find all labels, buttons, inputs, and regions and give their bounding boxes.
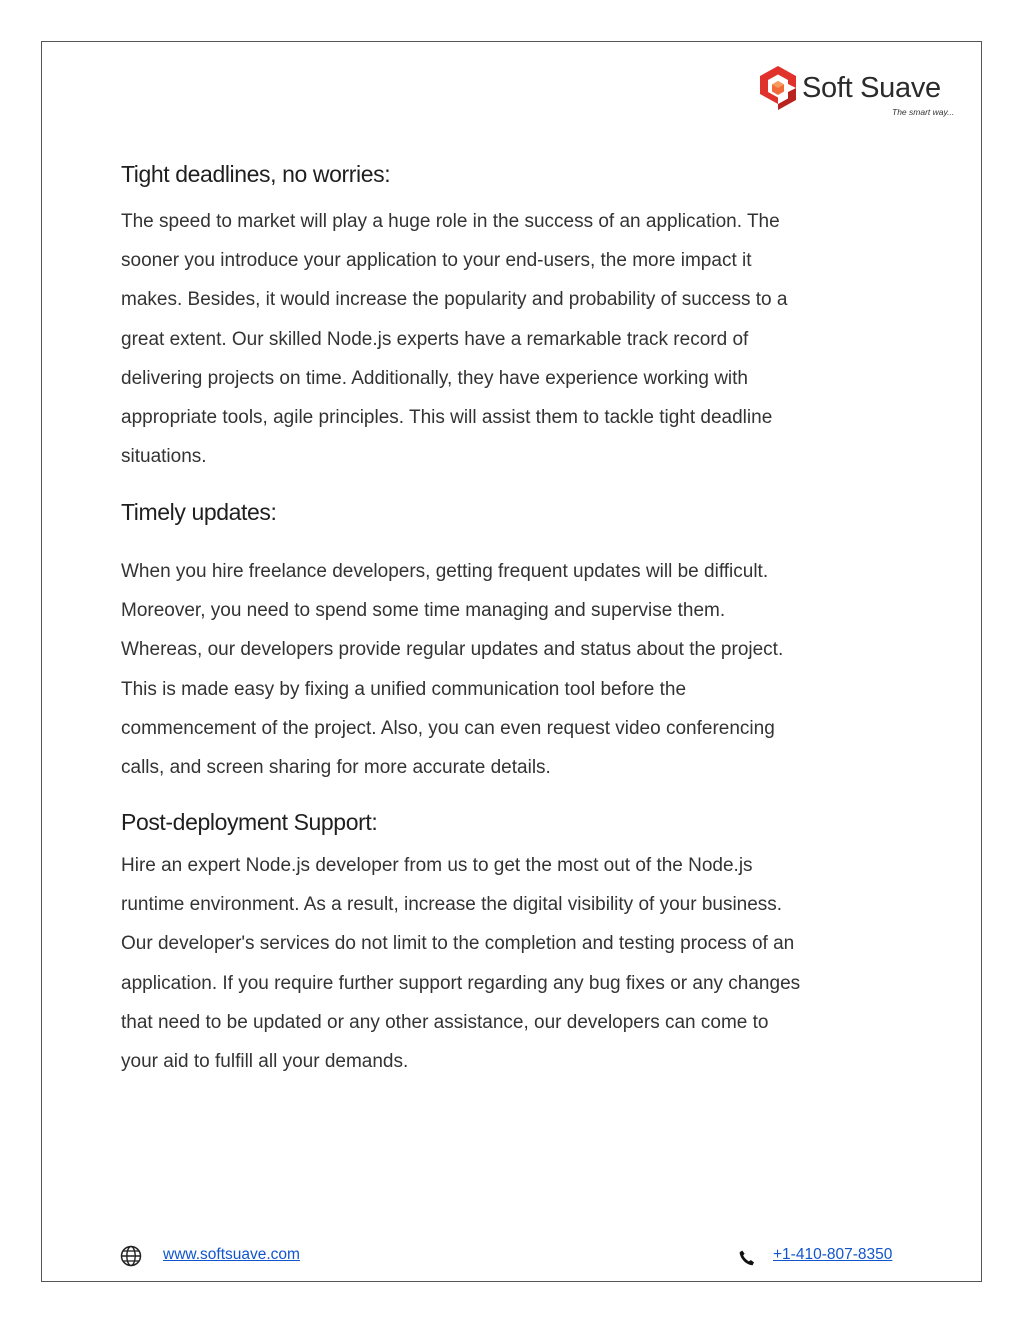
globe-icon <box>120 1245 142 1267</box>
phone-link[interactable]: +1-410-807-8350 <box>773 1246 893 1263</box>
paragraph-line: sooner you introduce your application to your end-users, the more impact it <box>121 250 752 272</box>
section-paragraph <box>121 552 911 787</box>
brand-name: Soft Suave <box>802 72 941 104</box>
paragraph-line: Whereas, our developers provide regular updates and status about the project. <box>121 639 784 661</box>
section-paragraph <box>121 202 911 476</box>
paragraph-line: that need to be updated or any other assistance, our developers can come to <box>121 1011 769 1033</box>
section-heading: Post-deployment Support: <box>121 809 378 835</box>
paragraph-line: delivering projects on time. Additionally, they have experience working with <box>121 367 748 389</box>
paragraph-line: great extent. Our skilled Node.js experts have a remarkable track record of <box>121 328 749 350</box>
cube-logo-icon <box>758 64 798 112</box>
phone-icon <box>738 1249 756 1267</box>
paragraph-line: application. If you require further support regarding any bug fixes or any changes <box>121 972 801 994</box>
section-heading: Timely updates: <box>121 499 277 525</box>
section-heading: Tight deadlines, no worries: <box>121 161 391 187</box>
paragraph-line: This is made easy by fixing a unified communication tool before the <box>121 678 687 700</box>
section-paragraph <box>121 846 911 1081</box>
paragraph-line: situations. <box>121 446 207 468</box>
paragraph-line: calls, and screen sharing for more accurate details. <box>121 757 551 779</box>
paragraph-line: commencement of the project. Also, you can even request video conferencing <box>121 717 775 739</box>
paragraph-line: When you hire freelance developers, getting frequent updates will be difficult. <box>121 561 769 582</box>
paragraph-line: runtime environment. As a result, increase the digital visibility of your business. <box>121 894 783 916</box>
brand-tagline: The smart way... <box>892 107 955 117</box>
paragraph-line: your aid to fulfill all your demands. <box>121 1051 409 1073</box>
paragraph-line: Our developer's services do not limit to the completion and testing process of an <box>121 933 795 955</box>
website-link[interactable]: www.softsuave.com <box>163 1246 300 1263</box>
soft-suave-logo <box>758 64 958 120</box>
paragraph-line: makes. Besides, it would increase the popularity and probability of success to a <box>121 289 788 311</box>
paragraph-line: The speed to market will play a huge role in the success of an application. The <box>121 211 780 232</box>
paragraph-line: Hire an expert Node.js developer from us to get the most out of the Node.js <box>121 855 753 876</box>
paragraph-line: Moreover, you need to spend some time managing and supervise them. <box>121 600 726 622</box>
paragraph-line: appropriate tools, agile principles. This will assist them to tackle tight deadline <box>121 407 773 429</box>
